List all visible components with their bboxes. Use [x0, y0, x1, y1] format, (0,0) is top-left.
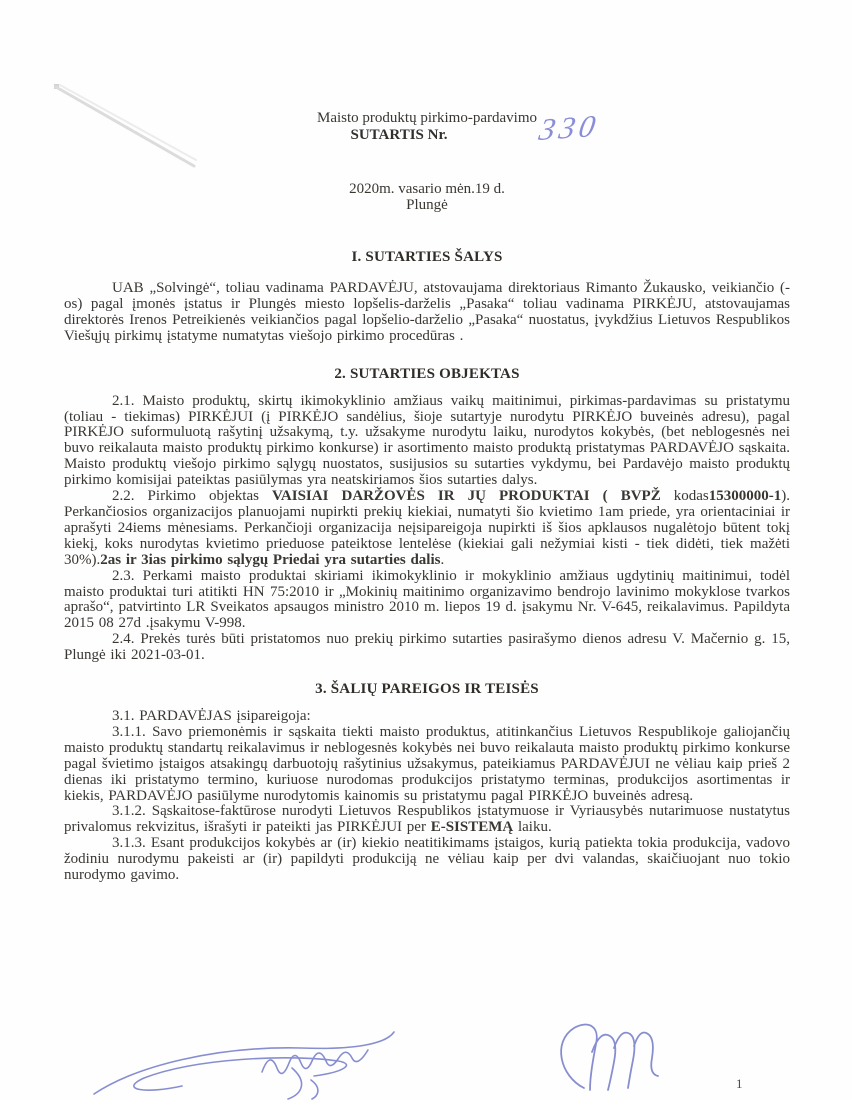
paragraph-3-1-2-run: 3.1.2. Sąskaitose-faktūrose nurodyti Lietuvos Respublikos įstatymuose ir Vyriausybės nutarimuose nustatytus privalomus rekvizitus, išrašyti ir pateikti jas PIRKĖJUI per: [64, 803, 790, 836]
paragraph-2-2-run: .: [440, 551, 445, 568]
buyer-signature-icon: [548, 1018, 678, 1100]
contract-city: Plungė: [406, 197, 448, 213]
section-1-paragraph: UAB „Solvingė“, toliau vadinama PARDAVĖJU, atstovaujama direktoriaus Rimanto Žukausko, veikiančio (-os) pagal įmonės įstatus ir Plungės miesto lopšelis-darželis „Pasaka“ toliau vadinama PIRKĖJU, atstovaujamas direktorės Irenos Petreikienės veikiančios pagal lopšelio-darželio „Pasaka“ nuostatus, įvykdžius Lietuvos Respublikos Viešųjų pirkimų įstatyme numatytas viešojo pirkimo procedūras .: [64, 280, 790, 344]
section-1-heading: I. SUTARTIES ŠALYS: [351, 249, 503, 265]
paragraph-3-1-2: [64, 804, 790, 836]
paragraph-2-4: 2.4. Prekės turės būti pristatomos nuo prekių pirkimo sutarties pasirašymo dienos adresu V. Mačernio g. 15, Plungė iki 2021-03-01.: [64, 631, 790, 664]
scan-scratch-icon: [46, 76, 206, 176]
section-2-heading: 2. SUTARTIES OBJEKTAS: [334, 365, 520, 382]
paragraph-3-1: 3.1. PARDAVĖJAS įsipareigoja:: [112, 708, 311, 725]
seller-signature-icon: [86, 1028, 406, 1100]
section-3-heading: 3. ŠALIŲ PAREIGOS IR TEISĖS: [315, 681, 539, 698]
paragraph-2-2-run: kodas: [660, 488, 709, 505]
contract-date: 2020m. vasario mėn.19 d.: [349, 181, 505, 197]
page-number: 1: [736, 1076, 743, 1091]
contract-number-label: SUTARTIS Nr.: [350, 127, 448, 143]
paragraph-2-2-bvpz-code: 15300000-1: [708, 488, 782, 505]
date-block: [64, 181, 790, 213]
handwritten-contract-number: 330: [536, 108, 603, 147]
paragraph-2-2-run: ). Perkančiosios organizacijos planuojami nupirkti prekių kiekiai, numatyti šio kvietimo 1am priede, yra orientaciniai ir aprašyti 24iems mėnesiams. Perkančioji organizacija neįsipareigoja nupirkti iš šios apklausos nugalėtojo būtent tokį kiekį, koks nurodytas kvietimo prieduose pateiktose lentelėse (kiekiai gali nežymiai kisti - tiek didėti, tiek mažėti 30%).: [64, 488, 791, 568]
paragraph-2-3: 2.3. Perkami maisto produktai skiriami ikimokyklinio ir mokyklinio amžiaus ugdytinių maitinimui, todėl maisto produktai turi atitikti HN 75:2010 ir „Mokinių maitinimo organizavimo bendrojo lavinimo mokyklose tvarkos aprašo“, patvirtinto LR Sveikatos apsaugos ministro 2010 m. liepos 19 d. įsakymu Nr. V-645, reikalavimus. Papildyta 2015 08 27d .įsakymu V-998.: [64, 567, 790, 632]
paragraph-2-2-run: 2.2. Pirkimo objektas: [112, 488, 273, 505]
paragraph-3-1-2-run: laiku.: [513, 819, 552, 836]
paragraph-2-1: 2.1. Maisto produktų, skirtų ikimokyklinio amžiaus vaikų maitinimui, pirkimas-pardavimas su pristatymu (toliau - tiekimas) PIRKĖJUI (į PIRKĖJO sandėlius, šioje sutartyje nurodytu PIRKĖJO buveinės adresu), pagal PIRKĖJO suformuluotą rašytinį užsakymą, t.y. užsakyme nurodytu laiku, nurodytos kokybės, (bet neblogesnės nei buvo reikalauta maisto produktų pirkimo konkurse) ir asortimento maisto produktą pristatymas PARDAVĖJO sąskaita. Maisto produktų viešojo pirkimo sąlygų nuostatos, susijusios su sutarties vykdymu, bei Pardavėjo maisto produktų pirkimo komisijai pateiktas pasiūlymas yra neatskiriamos šios sutarties dalys.: [64, 392, 790, 489]
paragraph-3-1-3: 3.1.3. Esant produkcijos kokybės ar (ir) kiekio neatitikimams įstaigos, kurią patiekta tokia produkcija, vadovo žodiniu nurodymu pakeisti ar (ir) papildyti produkciją ne vėliau kaip per dvi valandas, skaičiuojant nuo tokio nurodymo gavimo.: [64, 835, 790, 884]
paragraph-2-2: [64, 489, 790, 569]
document-title: Maisto produktų pirkimo-pardavimo: [317, 110, 537, 126]
paragraph-2-2-object-bold: VAISIAI DARŽOVĖS IR JŲ PRODUKTAI ( BVPŽ: [272, 488, 661, 505]
paragraph-2-2-priedai-bold: 2as ir 3ias pirkimo sąlygų Priedai yra sutarties dalis: [100, 551, 441, 568]
paragraph-3-1-1: 3.1.1. Savo priemonėmis ir sąskaita tiekti maisto produktus, atitinkančius Lietuvos Respublikoje galiojančių maisto produktų standartų reikalavimus ir neblogesnės kokybės nei buvo reikalauta maisto produktų pirkimo konkurse pagal švietimo įstaigos atsakingų darbuotojų rašytinius užsakymus, pateikiamus PARDAVĖJUI ne vėliau kaip prieš 2 dienas iki pristatymo termino, kuriuose nurodomas produkcijos pristatymo terminas, produkcijos asortimentas ir kiekis, PARDAVĖJO pasiūlyme nurodytomis kainomis su pristatymu pagal PIRKĖJO buveinės adresą.: [64, 723, 790, 804]
paragraph-3-1-2-esistema-bold: E-SISTEMĄ: [430, 819, 514, 836]
